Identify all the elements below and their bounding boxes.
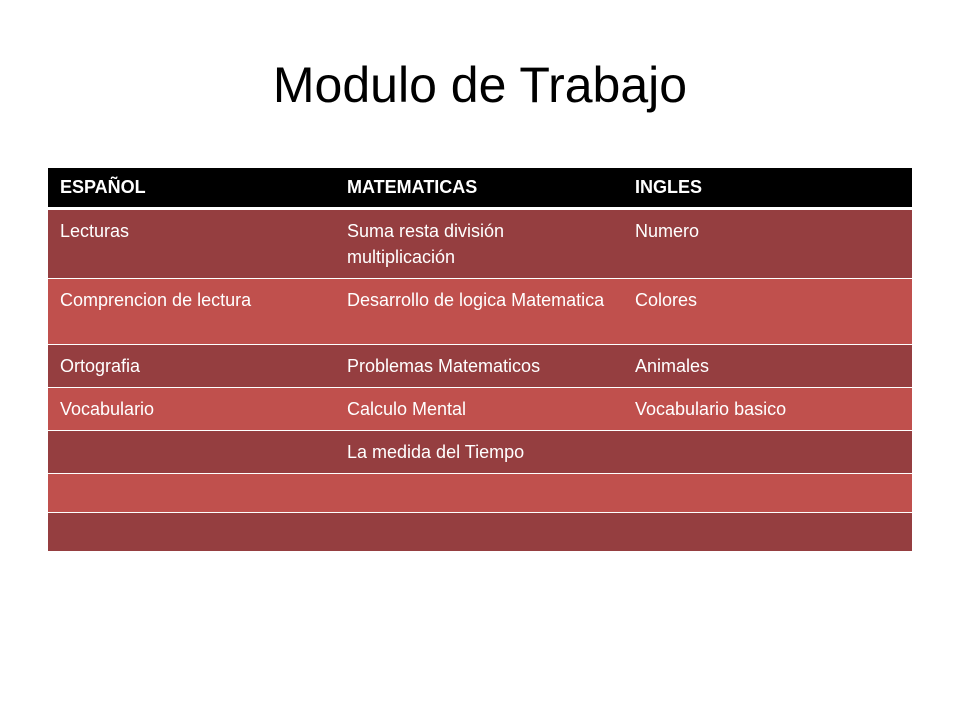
table-row — [48, 208, 912, 278]
slide-title: Modulo de Trabajo — [272, 57, 688, 113]
table-row — [48, 344, 912, 387]
table-row — [48, 278, 912, 344]
table-row — [48, 430, 912, 473]
table-cell — [48, 473, 335, 512]
table-cell — [48, 512, 335, 551]
header-ingles: INGLES — [623, 168, 912, 208]
table-cell: Vocabulario — [48, 387, 335, 430]
table-cell: Ortografia — [48, 344, 335, 387]
table-cell: Numero — [623, 208, 912, 278]
table-cell: Vocabulario basico — [623, 387, 912, 430]
header-matematicas: MATEMATICAS — [335, 168, 623, 208]
table-cell — [623, 473, 912, 512]
table-cell — [335, 473, 623, 512]
table-cell: Suma resta división multiplicación — [335, 208, 623, 278]
table-cell — [48, 430, 335, 473]
table-cell: Problemas Matematicos — [335, 344, 623, 387]
table-cell: La medida del Tiempo — [335, 430, 623, 473]
table-cell — [623, 512, 912, 551]
subjects-table — [48, 168, 912, 552]
table-cell — [623, 430, 912, 473]
table-cell: Desarrollo de logica Matematica — [335, 278, 623, 344]
table-cell: Comprencion de lectura — [48, 278, 335, 344]
table-cell: Calculo Mental — [335, 387, 623, 430]
table-cell: Colores — [623, 278, 912, 344]
table-row — [48, 473, 912, 512]
table-row — [48, 387, 912, 430]
header-espanol: ESPAÑOL — [48, 168, 335, 208]
table-row — [48, 512, 912, 551]
table-cell: Animales — [623, 344, 912, 387]
table-cell: Lecturas — [48, 208, 335, 278]
table-header-row — [48, 168, 912, 208]
table-cell — [335, 512, 623, 551]
